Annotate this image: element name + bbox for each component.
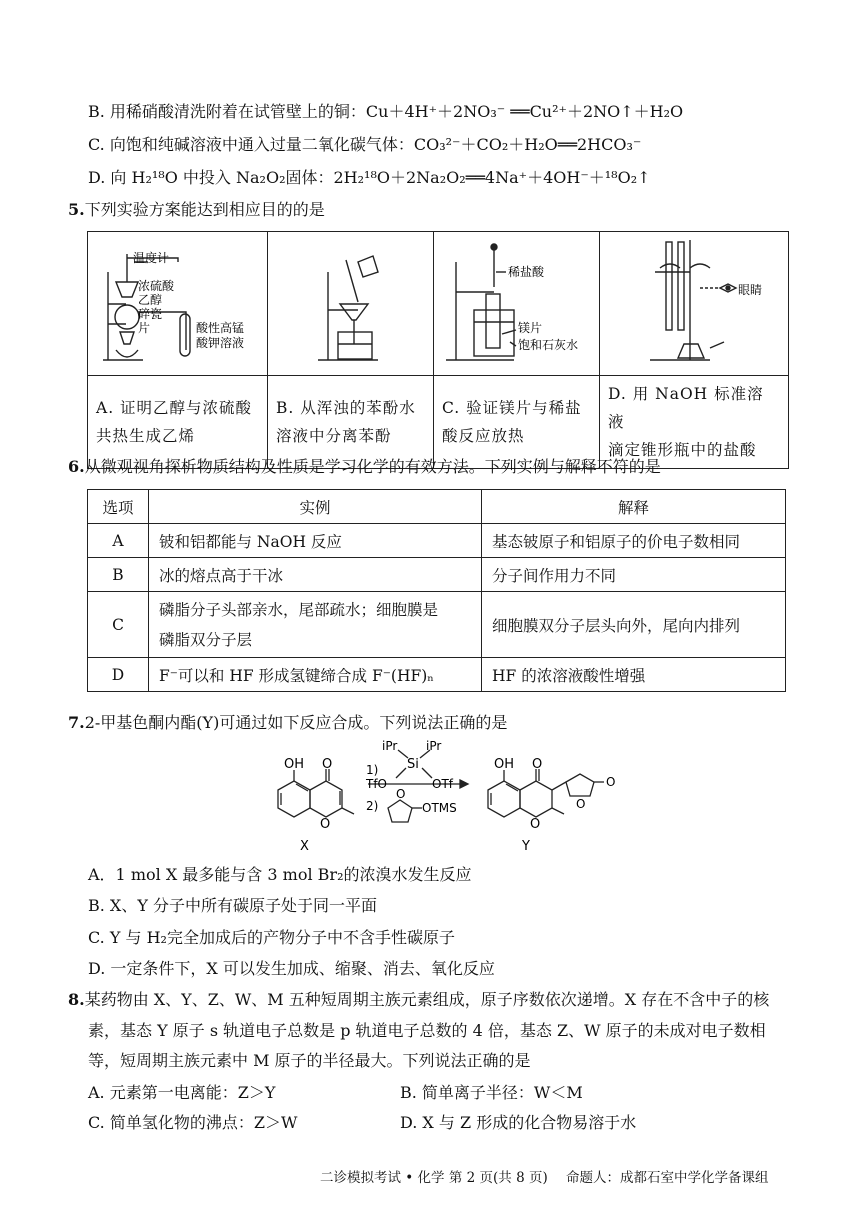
q5-apparatus-d — [600, 232, 789, 376]
furan-o: O — [396, 787, 406, 801]
q5-apparatus-c — [434, 232, 600, 376]
q6-row-d-option: D — [88, 658, 149, 692]
reaction-scheme — [250, 738, 630, 856]
q7-option-a: A．1 mol X 最多能与含 3 mol Br₂的浓溴水发生反应 — [88, 865, 472, 884]
q7-option-c: C. Y 与 H₂完全加成后的产物分子中不含手性碳原子 — [88, 928, 455, 947]
q5-title — [68, 199, 325, 221]
label-porcelain-2: 片 — [138, 321, 151, 335]
q7-number: 7. — [68, 713, 85, 732]
y-chromanone-ring — [520, 781, 552, 817]
q6-row-d-example: F⁻可以和 HF 形成氢键缔合成 F⁻(HF)ₙ — [149, 658, 482, 692]
q7-stem: 2-甲基色酮内酯(Y)可通过如下反应合成。下列说法正确的是 — [84, 713, 508, 732]
label-ethanol: 乙醇 — [138, 293, 163, 307]
q7-option-b: B. X、Y 分子中所有碳原子处于同一平面 — [88, 896, 377, 915]
label-y: Y — [522, 839, 530, 854]
q7-option-d: D. 一定条件下，X 可以发生加成、缩聚、消去、氧化反应 — [88, 959, 495, 978]
q8-title — [68, 989, 769, 1011]
q6-title — [68, 456, 661, 478]
reagent-otf: OTf — [432, 777, 453, 791]
q5-caption-a: A. 证明乙醇与浓硫酸 共热生成乙烯 — [88, 376, 268, 469]
titration-apparatus — [600, 232, 788, 371]
footer-author: 命题人：成都石室中学化学备课组 — [566, 1170, 769, 1186]
q5-table — [87, 231, 789, 469]
reagent-tfo: TfO — [366, 777, 387, 791]
y-ketone-o: O — [532, 757, 543, 772]
q8-option-c: C. 简单氢化物的沸点：Z＞W — [88, 1113, 298, 1132]
q6-stem: 从微观视角探析物质结构及性质是学习化学的有效方法。下列实例与解释不符的是 — [84, 457, 661, 476]
q8-stem-line-3: 等，短周期主族元素中 M 原子的半径最大。下列说法正确的是 — [88, 1051, 531, 1070]
q5-number: 5. — [68, 200, 85, 219]
q6-row-a-explanation: 基态铍原子和铝原子的价电子数相同 — [482, 524, 786, 558]
q6-row-c-explanation: 细胞膜双分子层头向外，尾向内排列 — [482, 592, 786, 658]
q6-row-b-example: 冰的熔点高于干冰 — [149, 558, 482, 592]
q6-row-b-option: B — [88, 558, 149, 592]
q6-row-d-explanation: HF 的浓溶液酸性增强 — [482, 658, 786, 692]
q7-title — [68, 712, 507, 734]
q6-table — [87, 489, 786, 692]
q5-caption-d: D. 用 NaOH 标准溶液 滴定锥形瓶中的盐酸 — [600, 376, 789, 469]
label-x: X — [300, 839, 309, 854]
label-eye: 眼睛 — [738, 283, 763, 297]
q4-option-d: D. 向 H₂¹⁸O 中投入 Na₂O₂固体：2H₂¹⁸O＋2Na₂O₂══4Na⁺＋4OH⁻＋¹⁸O₂↑ — [88, 168, 651, 187]
q5-stem: 下列实验方案能达到相应目的的是 — [84, 200, 325, 219]
reagent-ipr-left: iPr — [382, 739, 398, 753]
x-ketone-o: O — [322, 757, 333, 772]
q5-apparatus-b — [268, 232, 434, 376]
mg-hcl-apparatus — [434, 232, 599, 371]
label-mg-strip: 镁片 — [518, 321, 543, 335]
y-oh: OH — [494, 757, 515, 772]
footer-page-info: 二诊模拟考试 • 化学 第 2 页(共 8 页) — [320, 1170, 548, 1186]
q6-header-option: 选项 — [88, 490, 149, 524]
label-kmno4-2: 酸钾溶液 — [196, 336, 245, 350]
x-ring-o: O — [320, 817, 331, 832]
x-oh: OH — [284, 757, 305, 772]
q8-stem-line-2: 素，基态 Y 原子 s 轨道电子总数是 p 轨道电子总数的 4 倍，基态 Z、W 原子的未成对电子数相 — [88, 1021, 766, 1040]
y-benzene-ring — [488, 781, 520, 817]
q8-number: 8. — [68, 990, 85, 1009]
q5-caption-c: C. 验证镁片与稀盐 酸反应放热 — [434, 376, 600, 469]
furan-ring — [388, 800, 412, 822]
x-pyrone-ring — [310, 781, 342, 817]
reagent-ipr-right: iPr — [426, 739, 442, 753]
ethanol-dehydration-apparatus — [88, 232, 267, 371]
q6-number: 6. — [68, 457, 85, 476]
q6-header-explanation: 解释 — [482, 490, 786, 524]
q6-row-b-explanation: 分子间作用力不同 — [482, 558, 786, 592]
q5-caption-b: B. 从浑浊的苯酚水 溶液中分离苯酚 — [268, 376, 434, 469]
q6-row-a-option: A — [88, 524, 149, 558]
label-conc-h2so4: 浓硫酸 — [138, 279, 175, 293]
label-lime-water: 饱和石灰水 — [518, 338, 579, 352]
filtration-apparatus — [268, 232, 433, 371]
q6-header-example: 实例 — [149, 490, 482, 524]
q4-option-c: C. 向饱和纯碱溶液中通入过量二氧化碳气体：CO₃²⁻＋CO₂＋H₂O══2HCO₃⁻ — [88, 135, 642, 154]
reagent-si: Si — [407, 757, 419, 772]
q8-option-d: D. X 与 Z 形成的化合物易溶于水 — [400, 1113, 637, 1132]
y-carbonyl-o: O — [606, 775, 616, 789]
y-ring-o: O — [530, 817, 541, 832]
q8-option-b: B. 简单离子半径：W＜M — [400, 1083, 583, 1102]
reagent-otms: OTMS — [422, 801, 457, 815]
step-1: 1) — [366, 763, 379, 777]
q6-row-c-example: 磷脂分子头部亲水，尾部疏水；细胞膜是 磷脂双分子层 — [149, 592, 482, 658]
q5-apparatus-a — [88, 232, 268, 376]
y-lactone-ring — [566, 774, 594, 796]
q6-row-a-example: 铍和铝都能与 NaOH 反应 — [149, 524, 482, 558]
q6-row-c-option: C — [88, 592, 149, 658]
q4-option-b: B. 用稀硝酸清洗附着在试管壁上的铜：Cu＋4H⁺＋2NO₃⁻ ══Cu²⁺＋2NO↑＋H₂O — [88, 102, 684, 121]
y-lactone-o: O — [576, 797, 586, 811]
label-thermometer: 温度计 — [133, 251, 170, 265]
step-2: 2) — [366, 799, 379, 813]
q8-stem-line-1: 某药物由 X、Y、Z、W、M 五种短周期主族元素组成，原子序数依次递增。X 存在不含中子的核 — [84, 990, 770, 1009]
label-kmno4: 酸性高锰 — [196, 321, 245, 335]
label-porcelain: 碎瓷 — [138, 307, 163, 321]
q8-option-a: A. 元素第一电离能：Z＞Y — [88, 1083, 276, 1102]
label-dilute-hcl: 稀盐酸 — [508, 265, 545, 279]
x-benzene-ring — [278, 781, 310, 817]
